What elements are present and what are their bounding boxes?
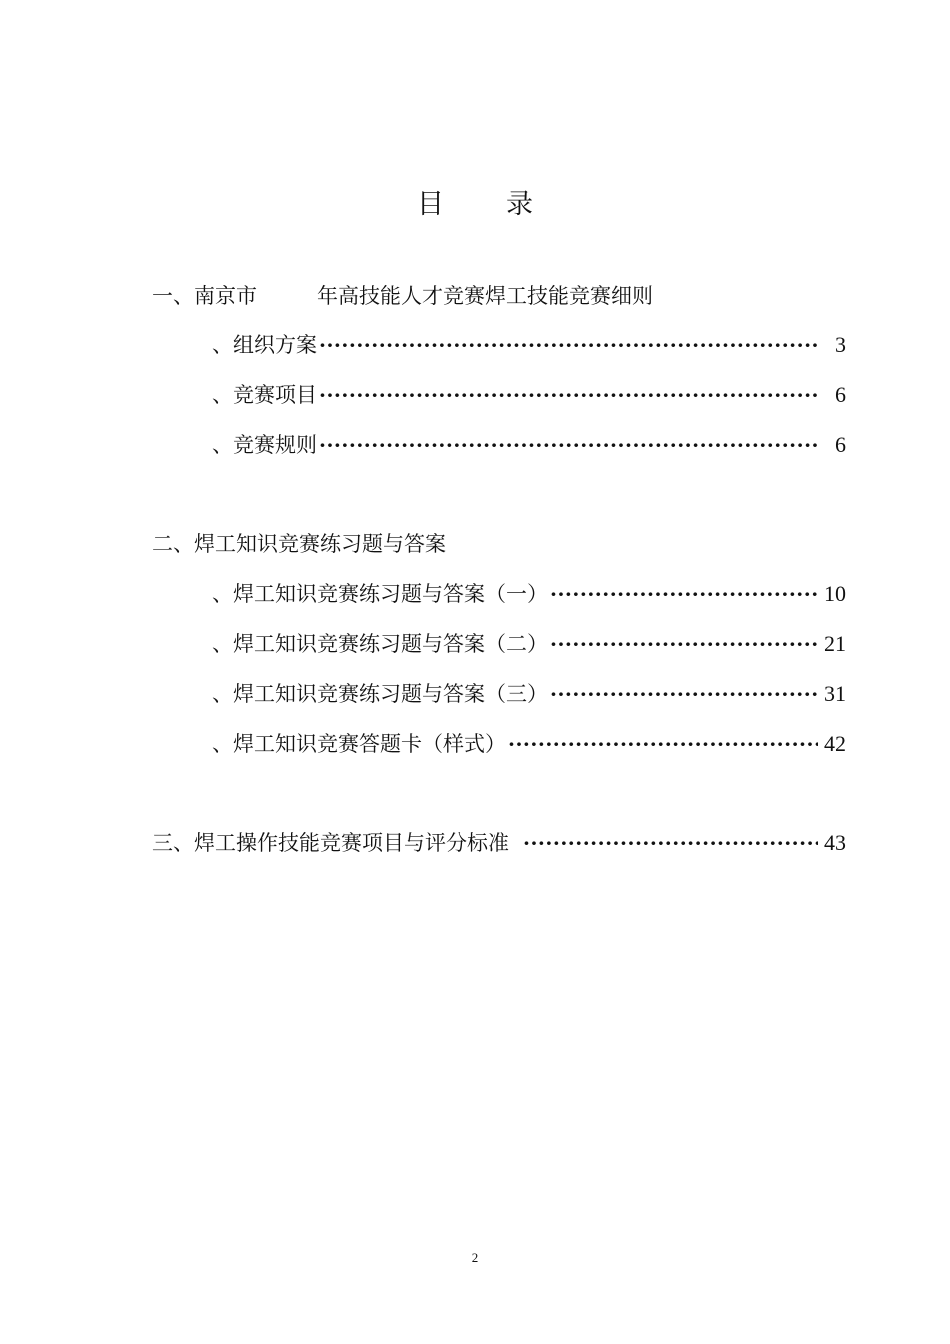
toc-item-label: 、组织方案 bbox=[212, 333, 317, 357]
section-1-heading-prefix: 一、南京市 bbox=[152, 284, 257, 308]
toc-section-2-heading[interactable] bbox=[152, 527, 446, 561]
toc-item-competition-events[interactable] bbox=[212, 378, 846, 412]
dot-leader bbox=[319, 328, 818, 362]
toc-item-competition-rules[interactable] bbox=[212, 428, 846, 462]
toc-section-1-heading[interactable] bbox=[152, 279, 653, 313]
dot-leader bbox=[550, 677, 818, 711]
dot-leader bbox=[508, 727, 818, 761]
toc-item-label: 、竞赛项目 bbox=[212, 383, 317, 407]
toc-item-practice-set-3[interactable] bbox=[212, 677, 846, 711]
toc-item-page: 42 bbox=[824, 731, 846, 756]
toc-item-page: 43 bbox=[824, 830, 846, 855]
dot-leader bbox=[319, 378, 818, 412]
dot-leader bbox=[550, 627, 818, 661]
toc-item-label: 、竞赛规则 bbox=[212, 433, 317, 457]
section-1-heading-suffix: 年高技能人才竞赛焊工技能竞赛细则 bbox=[317, 284, 653, 308]
toc-section-3-heading[interactable] bbox=[152, 826, 846, 860]
dot-leader bbox=[550, 577, 818, 611]
toc-item-page: 31 bbox=[824, 681, 846, 706]
toc-item-practice-set-1[interactable] bbox=[212, 577, 846, 611]
page-number: 2 bbox=[471, 1250, 479, 1265]
toc-item-label: 、焊工知识竞赛练习题与答案（二） bbox=[212, 632, 548, 656]
dot-leader bbox=[523, 826, 818, 860]
toc-item-answer-sheet[interactable] bbox=[212, 727, 846, 761]
section-3-heading: 三、焊工操作技能竞赛项目与评分标准 bbox=[152, 831, 509, 855]
toc-item-organization-plan[interactable] bbox=[212, 328, 846, 362]
toc-item-page: 6 bbox=[835, 432, 846, 457]
toc-item-label: 、焊工知识竞赛答题卡（样式） bbox=[212, 732, 506, 756]
toc-item-practice-set-2[interactable] bbox=[212, 627, 846, 661]
toc-item-label: 、焊工知识竞赛练习题与答案（三） bbox=[212, 682, 548, 706]
toc-item-page: 6 bbox=[835, 382, 846, 407]
toc-item-page: 10 bbox=[824, 581, 846, 606]
toc-item-page: 21 bbox=[824, 631, 846, 656]
page-title bbox=[0, 182, 950, 221]
toc-item-label: 、焊工知识竞赛练习题与答案（一） bbox=[212, 582, 548, 606]
toc-item-page: 3 bbox=[835, 332, 846, 357]
title-char-1: 目 bbox=[417, 189, 444, 220]
dot-leader bbox=[319, 428, 818, 462]
title-char-2: 录 bbox=[506, 189, 533, 220]
section-2-heading: 二、焊工知识竞赛练习题与答案 bbox=[152, 532, 446, 556]
